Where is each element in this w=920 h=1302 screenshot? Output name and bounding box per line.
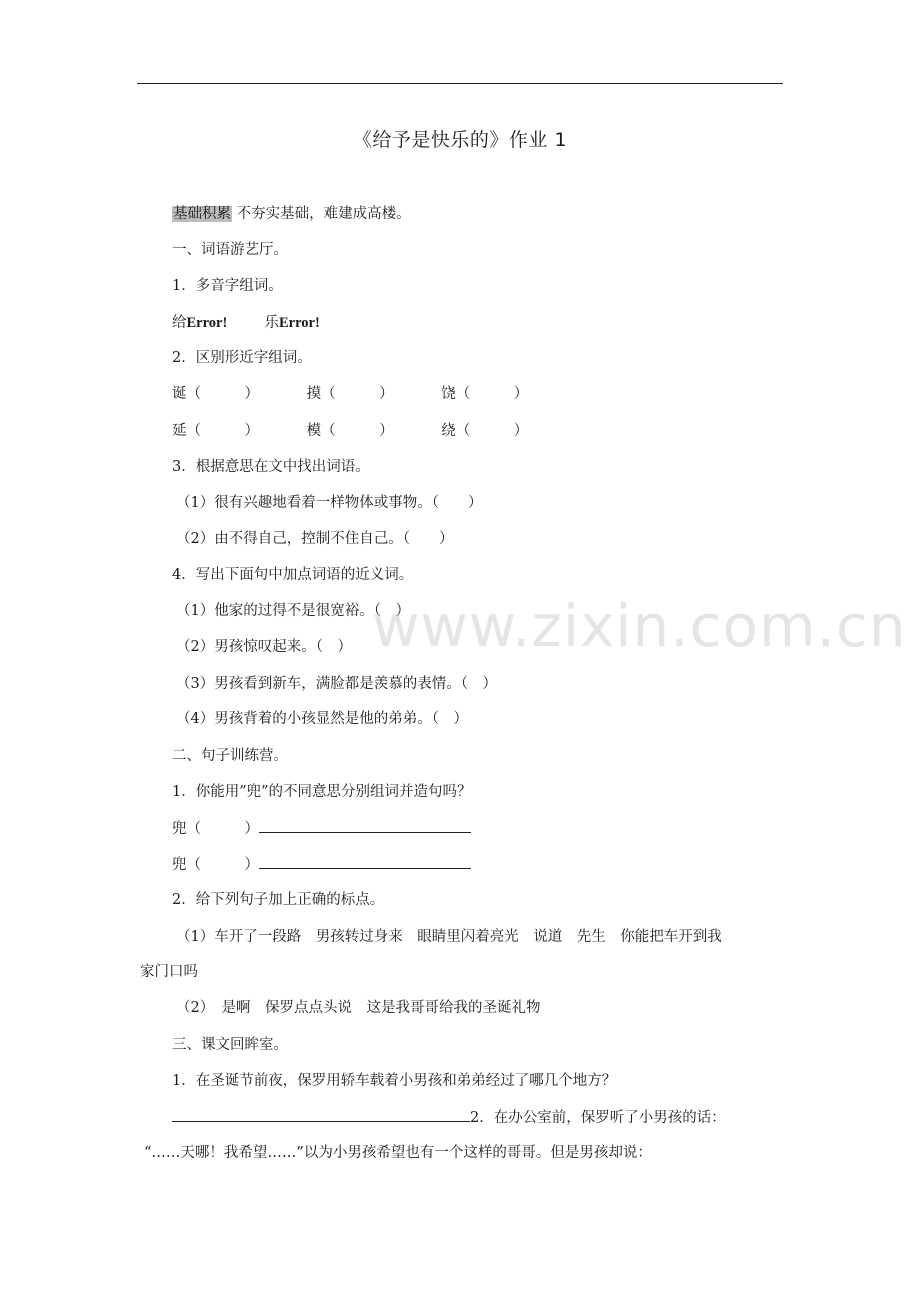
r2-text: 2．在办公室前，保罗听了小男孩的话： [470,1110,726,1126]
q2-cell: 绕（ ） [441,423,529,439]
s2-item-1-cont: 家门口吗 [140,964,198,980]
q3-text: 3．根据意思在文中找出词语。 [172,459,370,475]
q2-cell: 饶（ ） [441,386,529,402]
part1-heading: 一、词语游艺厅。 [172,242,288,258]
q2-cell: 诞（ ） [172,386,259,402]
s1-line-a [172,818,471,839]
q1-text: 1．多音字组词。 [172,278,283,294]
answer-blank[interactable] [172,1107,470,1122]
section-tag: 基础积累 [173,206,231,222]
s2-item-1: （1）车开了一段路 男孩转过身来 眼睛里闪着亮光 说道 先生 你能把车开到我 [176,929,722,945]
q2-text: 2．区别形近字组词。 [172,350,312,366]
q1-error-a: Error! [186,315,228,331]
page-title: 《给予是快乐的》作业 1 [352,129,568,151]
q4-text: 4．写出下面句中加点词语的近义词。 [172,567,414,583]
s1-line-b [172,854,471,875]
q2-row2 [172,421,528,441]
watermark: www.zixin.com.cn [372,592,907,660]
s2-item-2: （2） 是啊 保罗点点头说 这是我哥哥给我的圣诞礼物 [176,1000,541,1016]
q4-item-4: （4）男孩背着的小孩显然是他的弟弟。（ ） [176,711,468,727]
q1-error-b: Error! [279,315,320,331]
q1-answers [172,313,320,333]
answer-blank[interactable] [259,818,471,833]
q2-cell: 模（ ） [306,423,394,439]
section-heading [172,204,411,224]
s1-label-b: 兜（ ） [172,857,259,873]
s1-label-a: 兜（ ） [172,821,259,837]
r2-continuation: “……天哪！我希望……”以为小男孩希望也有一个这样的哥哥。但是男孩却说： [144,1145,652,1161]
q4-item-1: （1）他家的过得不是很宽裕。（ ） [176,603,410,619]
q2-cell: 摸（ ） [306,386,394,402]
q2-row1 [172,384,528,404]
answer-blank[interactable] [259,854,471,869]
header-rule [137,83,783,84]
q1-char-a: 给 [172,315,187,331]
part2-heading: 二、句子训练营。 [172,748,288,764]
r2-line [172,1107,726,1128]
q4-item-2: （2）男孩惊叹起来。（ ） [176,639,352,655]
q4-item-3: （3）男孩看到新车，满脸都是羡慕的表情。（ ） [176,676,497,692]
section-motto: 不夯实基础，难建成高楼。 [236,206,411,222]
r1-text: 1．在圣诞节前夜，保罗用轿车载着小男孩和弟弟经过了哪几个地方？ [172,1073,617,1089]
q3-item-1: （1）很有兴趣地看着一样物体或事物。（ ） [176,495,483,511]
q3-item-2: （2）由不得自己，控制不住自己。（ ） [176,531,454,547]
s2-text: 2．给下列句子加上正确的标点。 [172,892,385,908]
q1-char-b: 乐 [264,315,280,331]
part3-heading: 三、课文回眸室。 [172,1037,288,1053]
q2-cell: 延（ ） [172,423,259,439]
s1-text: 1．你能用”兜”的不同意思分别组词并造句吗？ [172,784,472,800]
